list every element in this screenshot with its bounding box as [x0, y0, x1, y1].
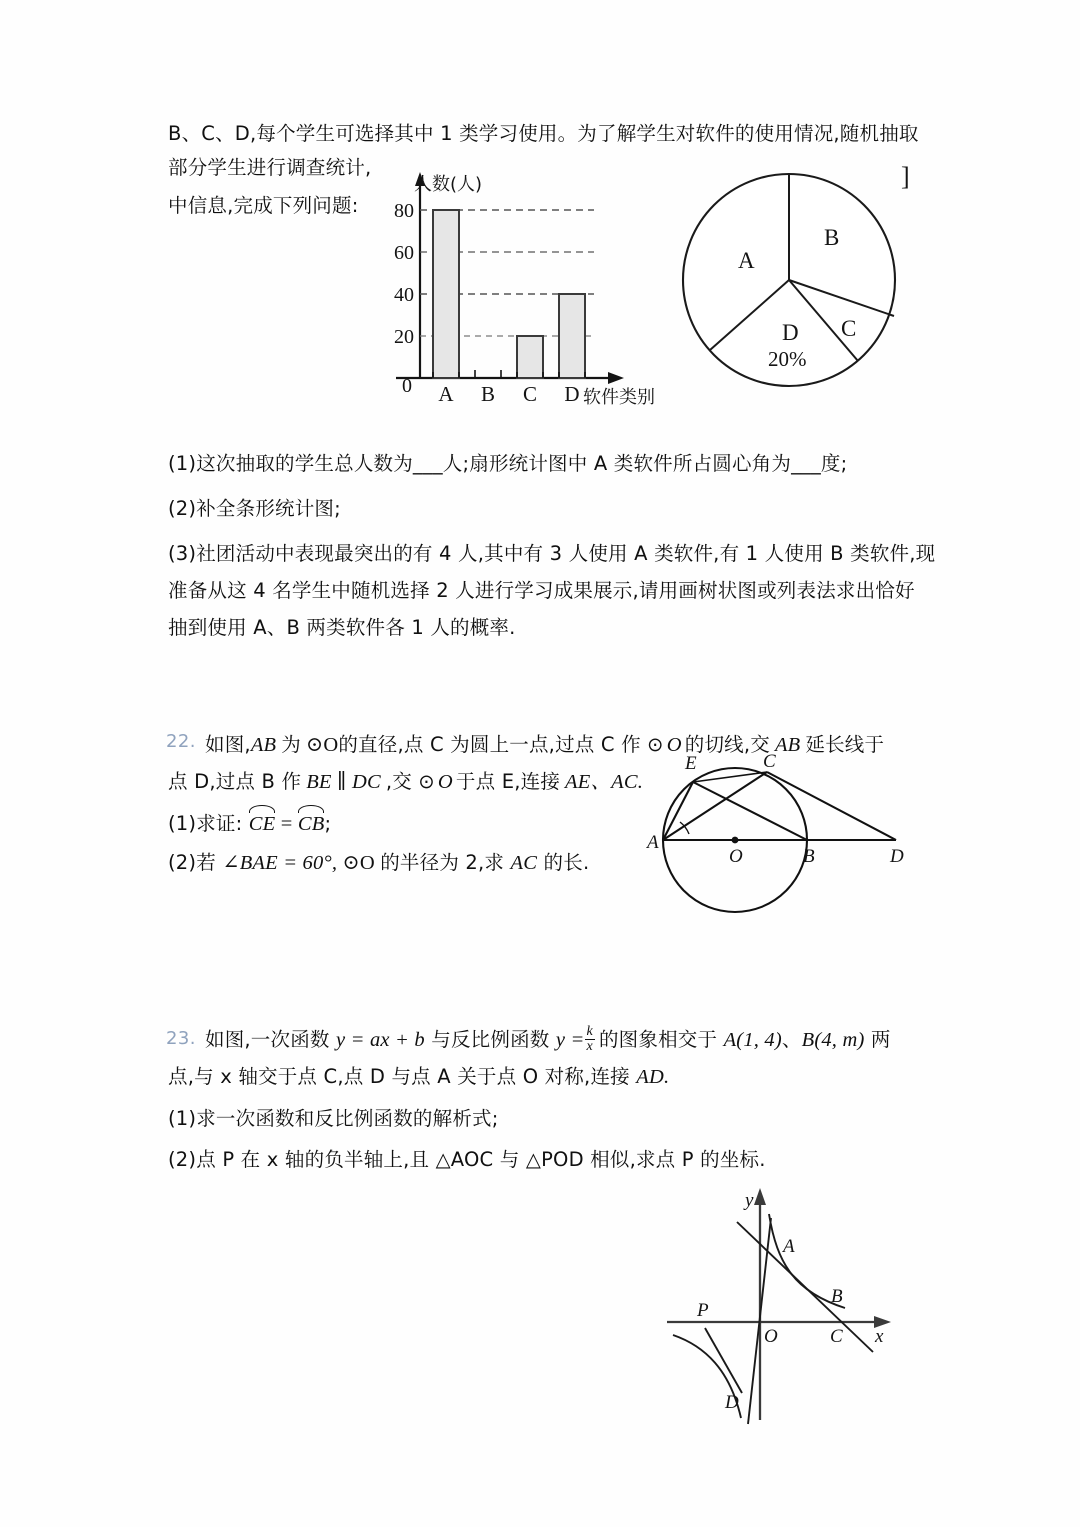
p22-math-BE-DC: BE ∥ DC [306, 771, 381, 793]
p22-sub2-mid: 的半径为 2,求 [380, 851, 511, 874]
p23-fraction-denominator: x [586, 1039, 593, 1054]
p22-stem-a2: 为 [281, 733, 301, 756]
p22-stem-b1: 点 D,过点 B 作 [168, 770, 302, 793]
label-D: D [725, 1392, 739, 1413]
p22-arc-CB: CB [298, 805, 325, 841]
segment-P-D [705, 1328, 742, 1393]
xtick-D: D [564, 382, 580, 406]
bar-D [559, 294, 585, 378]
problem23-stem-line1 [205, 1023, 891, 1057]
p22-math-AC: AC [510, 852, 538, 874]
pie-chart-svg [676, 168, 911, 400]
problem21-sub2: (2)补全条形统计图; [168, 497, 341, 520]
problem21-sub3-line2: 准备从这 4 名学生中随机选择 2 人进行学习成果展示,请用画树状图或列表法求出恰好 [168, 579, 915, 602]
label-C: C [763, 752, 776, 772]
p22-stem-a5: 延长线于 [805, 733, 885, 756]
label-O: O [764, 1326, 778, 1347]
coordinate-plane-svg [645, 1180, 920, 1435]
p23-point-B: B(4, m) [801, 1029, 865, 1051]
label-P: P [697, 1300, 709, 1321]
pie-label-C: C [841, 316, 857, 341]
p22-math-O-1: O [666, 734, 682, 756]
p22-stem-a3: 的直径,点 C 为圆上一点,过点 C 作 ⊙ [338, 733, 664, 756]
p22-sub2-prefix: (2)若 [168, 851, 223, 874]
problem22-stem-line2 [168, 765, 643, 799]
pie-label-D: D [782, 320, 799, 345]
problem21-sub3-line3: 抽到使用 A、B 两类软件各 1 人的概率. [168, 616, 516, 639]
p23-stem-e: 两 [864, 1028, 891, 1051]
label-A: A [647, 832, 659, 853]
p22-math-angle-BAE: ∠BAE = 60°, [222, 852, 338, 874]
pie-label-B: B [824, 225, 840, 250]
label-E: E [685, 753, 697, 774]
right-edge-bracket: ] [901, 162, 910, 191]
p23-math-linear-fn: y = ax + b [336, 1029, 425, 1051]
p23-math-inverse-lhs: y = [555, 1029, 585, 1051]
p22-math-circleO-2: ⊙O [337, 852, 381, 874]
problem22-sub1 [168, 805, 331, 841]
problem23-sub2: (2)点 P 在 x 轴的负半轴上,且 △AOC 与 △POD 相似,求点 P 的坐标. [168, 1148, 766, 1171]
problem21-line1: B、C、D,每个学生可选择其中 1 类学习使用。为了解学生对软件的使用情况,随机抽取 [168, 122, 919, 145]
circle-geometry-figure [645, 752, 920, 942]
chord-A-C [663, 772, 767, 840]
xtick-B: B [480, 382, 496, 406]
p23-point-A: A(1, 4) [723, 1029, 782, 1051]
ytick-60: 60 [394, 242, 414, 264]
problem23-sub1: (1)求一次函数和反比例函数的解析式; [168, 1107, 499, 1130]
xtick-A: A [438, 382, 454, 406]
center-point-O [732, 837, 739, 844]
problem22-sub2 [168, 846, 589, 880]
ytick-40: 40 [394, 284, 414, 306]
bar-chart-ylabel: 人数(人) [414, 174, 483, 195]
problem21-line2: 部分学生进行调查统计, [168, 156, 372, 179]
p23-fraction-k-over-x [585, 1025, 595, 1055]
p22-sub1-prefix: (1)求证: [168, 812, 249, 835]
problem23-stem-line2 [168, 1060, 669, 1094]
bar-A [433, 210, 459, 378]
bar-chart-svg [378, 166, 678, 406]
problem21-sub3-line1: (3)社团活动中表现最突出的有 4 人,其中有 3 人使用 A 类软件,有 1 人使用 B 类软件,现 [168, 542, 936, 565]
p23-stem-d: 、 [781, 1028, 802, 1051]
problem21-sub1: (1)这次抽取的学生总人数为___人;扇形统计图中 A 类软件所占圆心角为___度; [168, 452, 848, 475]
pie-chart-figure [676, 168, 911, 405]
label-x-axis: x [875, 1326, 884, 1347]
label-D: D [890, 846, 904, 867]
p22-arc-CE: CE [249, 805, 276, 841]
p23-stem-line2-a: 点,与 x 轴交于点 C,点 D 与点 A 关于点 O 对称,连接 [168, 1065, 637, 1088]
problem21-line3: 中信息,完成下列问题: [168, 194, 359, 217]
label-A: A [783, 1236, 795, 1257]
xtick-C: C [522, 382, 538, 406]
problem22-number: 22. [166, 731, 196, 752]
ytick-20: 20 [394, 326, 414, 348]
p23-stem-b: 与反比例函数 [424, 1028, 556, 1051]
pie-label-A: A [738, 248, 755, 273]
problem23-number: 23. [166, 1028, 196, 1049]
pie-label-D-percent: 20% [768, 347, 807, 371]
circle-geometry-svg [645, 752, 920, 937]
label-y-axis: y [745, 1190, 754, 1211]
y-axis-arrow [754, 1188, 766, 1205]
p22-stem-b2: ,交 ⊙ [385, 770, 435, 793]
coordinate-plane-figure [645, 1180, 920, 1440]
p23-stem-a: 如图,一次函数 [205, 1028, 336, 1051]
p22-sub1-eq: = [275, 813, 298, 835]
ytick-80: 80 [394, 200, 414, 222]
p22-sub2-suffix: 的长. [537, 851, 590, 874]
bar-C [517, 336, 543, 378]
p22-stem-b3: 于点 E,连接 [455, 770, 561, 793]
p23-stem-c: 的图象相交于 [598, 1028, 724, 1051]
p22-math-AB-1: AB [250, 734, 277, 756]
chord-E-B [693, 782, 807, 840]
p22-stem-a4: 的切线,交 [684, 733, 770, 756]
bar-chart-figure [378, 166, 678, 411]
p22-math-O-2: O [437, 771, 453, 793]
label-B: B [831, 1286, 843, 1307]
label-C: C [830, 1326, 843, 1347]
bar-chart-xlabel: 软件类别 [583, 387, 655, 408]
p22-stem-a: 如图, [205, 733, 251, 756]
label-B: B [803, 846, 815, 867]
p22-math-AB-2: AB [774, 734, 801, 756]
ytick-0: 0 [402, 375, 412, 397]
p22-sub1-suffix: ; [324, 812, 332, 835]
p23-math-AD: AD. [636, 1066, 670, 1088]
p23-fraction-numerator: k [586, 1023, 593, 1039]
p22-math-circleO-1: ⊙O [305, 734, 339, 756]
p22-math-AE-AC: AE、AC. [565, 771, 644, 793]
label-O: O [729, 846, 743, 867]
